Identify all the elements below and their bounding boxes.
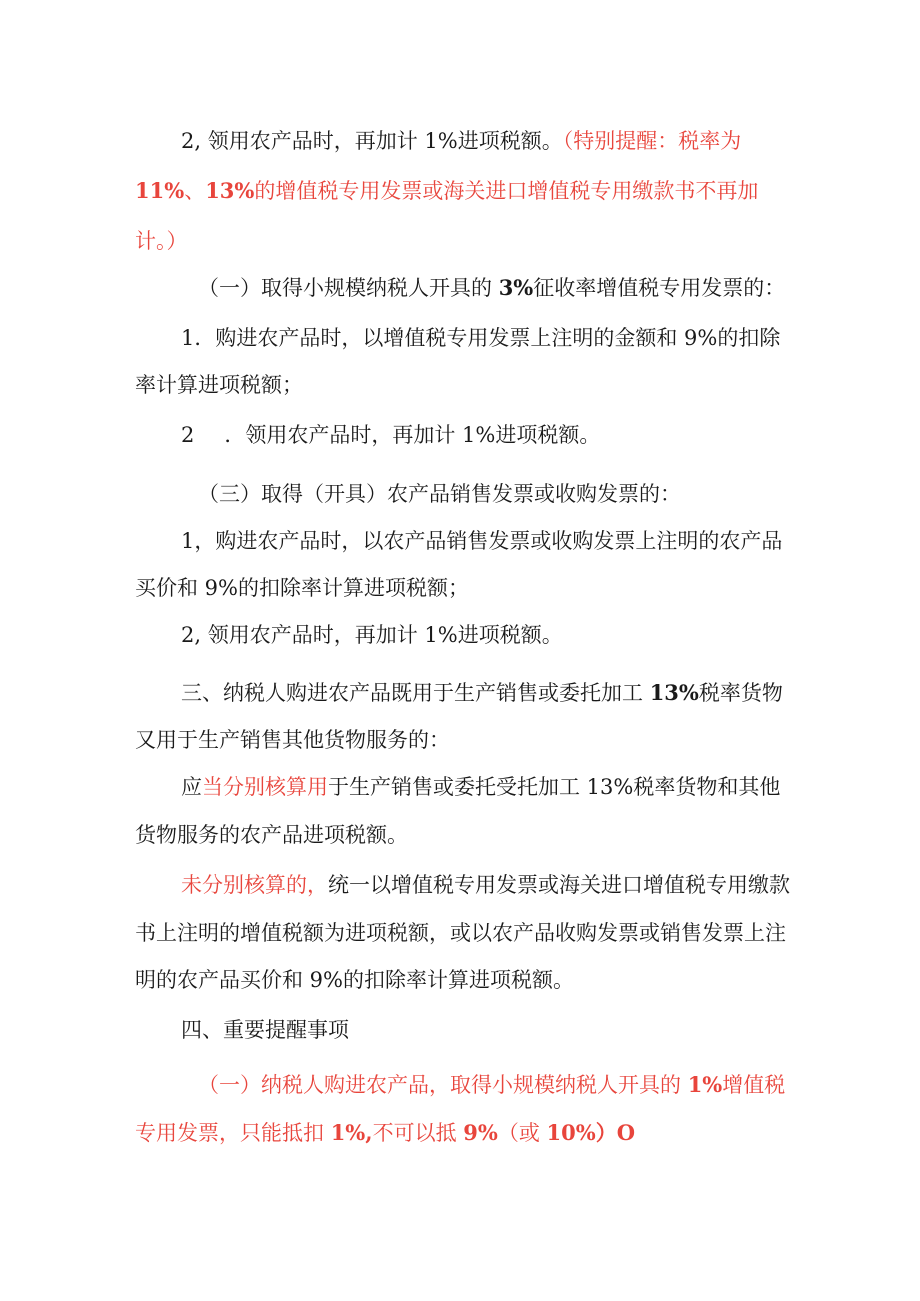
list-item bbox=[181, 620, 563, 650]
heading-text: （一）取得小规模纳税人开具的 bbox=[198, 276, 499, 300]
paragraph-line bbox=[135, 965, 574, 995]
heading-text: 四、重要提醒事项 bbox=[181, 1018, 349, 1042]
heading-text: 征收率增值税专用发票的： bbox=[533, 276, 786, 300]
list-item-text: 1．购进农产品时，以增值税专用发票上注明的金额和 9%的扣除 bbox=[181, 326, 781, 350]
part-heading bbox=[181, 1015, 349, 1045]
rate-value: 10% bbox=[546, 1120, 596, 1145]
paragraph-text: 统一以增值税专用发票或海关进口增值税专用缴款 bbox=[328, 873, 790, 897]
rate-value: 13% bbox=[205, 178, 255, 203]
list-item-continuation bbox=[135, 573, 469, 603]
special-note: （特别提醒：税率为 bbox=[562, 129, 742, 153]
paragraph-text: 明的农产品买价和 9%的扣除率计算进项税额。 bbox=[135, 968, 574, 992]
paragraph-text: 书上注明的增值税额为进项税额，或以农产品收购发票或销售发票上注 bbox=[135, 921, 786, 945]
list-item-continuation bbox=[135, 370, 303, 400]
part-heading-continuation bbox=[135, 725, 450, 755]
paragraph-line bbox=[181, 772, 780, 802]
special-note-text: 的增值税专用发票或海关进口增值税专用缴款书不再加 bbox=[254, 179, 759, 203]
heading-text: 又用于生产销售其他货物服务的： bbox=[135, 728, 450, 752]
note-text: （或 bbox=[497, 1121, 547, 1145]
list-item-text: 1，购进农产品时，以农产品销售发票或收购发票上注明的农产品 bbox=[181, 529, 783, 553]
rate-value: 1% bbox=[687, 1072, 723, 1097]
note-text: （一）纳税人购进农产品，取得小规模纳税人开具的 bbox=[198, 1073, 688, 1097]
note-end: ）O bbox=[595, 1120, 636, 1145]
special-note-end: 计。） bbox=[135, 229, 188, 253]
paragraph-line bbox=[181, 870, 790, 900]
paragraph-text: 2, 领用农产品时，再加计 1%进项税额。 bbox=[181, 129, 563, 153]
paragraph-line bbox=[135, 820, 408, 850]
list-item-text: ．领用农产品时，再加计 1%进项税额。 bbox=[224, 423, 601, 447]
list-item-text: 2, 领用农产品时，再加计 1%进项税额。 bbox=[181, 623, 563, 647]
section-heading bbox=[198, 273, 785, 303]
note-text: 不可以抵 bbox=[372, 1121, 464, 1145]
special-note-line bbox=[135, 176, 758, 206]
special-note-line bbox=[135, 226, 188, 256]
paragraph-text: 应 bbox=[181, 775, 202, 799]
list-number: 2 bbox=[181, 423, 195, 447]
paragraph-line bbox=[135, 918, 786, 948]
rate-value: 1%, bbox=[330, 1120, 373, 1145]
list-item-text: 买价和 9%的扣除率计算进项税额； bbox=[135, 576, 469, 600]
paragraph-text: 货物服务的农产品进项税额。 bbox=[135, 823, 408, 847]
list-item bbox=[181, 323, 780, 353]
note-text: 增值税 bbox=[722, 1073, 786, 1097]
note-text: 专用发票，只能抵扣 bbox=[135, 1121, 331, 1145]
part-heading bbox=[181, 678, 783, 708]
separator: 、 bbox=[184, 179, 206, 203]
paragraph-line bbox=[181, 126, 741, 156]
rate-value: 9% bbox=[463, 1120, 498, 1145]
heading-text: 税率货物 bbox=[698, 681, 783, 705]
heading-text: 三、纳税人购进农产品既用于生产销售或委托加工 bbox=[181, 681, 650, 705]
rate-value: 3% bbox=[498, 275, 534, 300]
highlighted-text: 当分别核算用 bbox=[202, 775, 328, 799]
section-heading bbox=[198, 479, 681, 509]
paragraph-text: 于生产销售或委托受托加工 13%税率货物和其他 bbox=[328, 775, 781, 799]
important-note-line bbox=[135, 1118, 635, 1148]
rate-value: 11% bbox=[135, 178, 185, 203]
heading-text: （三）取得（开具）农产品销售发票或收购发票的： bbox=[198, 482, 681, 506]
list-item bbox=[181, 526, 782, 556]
important-note-line bbox=[198, 1070, 785, 1100]
list-item bbox=[181, 420, 600, 450]
rate-value: 13% bbox=[649, 680, 699, 705]
list-item-text: 率计算进项税额； bbox=[135, 373, 303, 397]
highlighted-text: 未分别核算的， bbox=[181, 873, 328, 897]
